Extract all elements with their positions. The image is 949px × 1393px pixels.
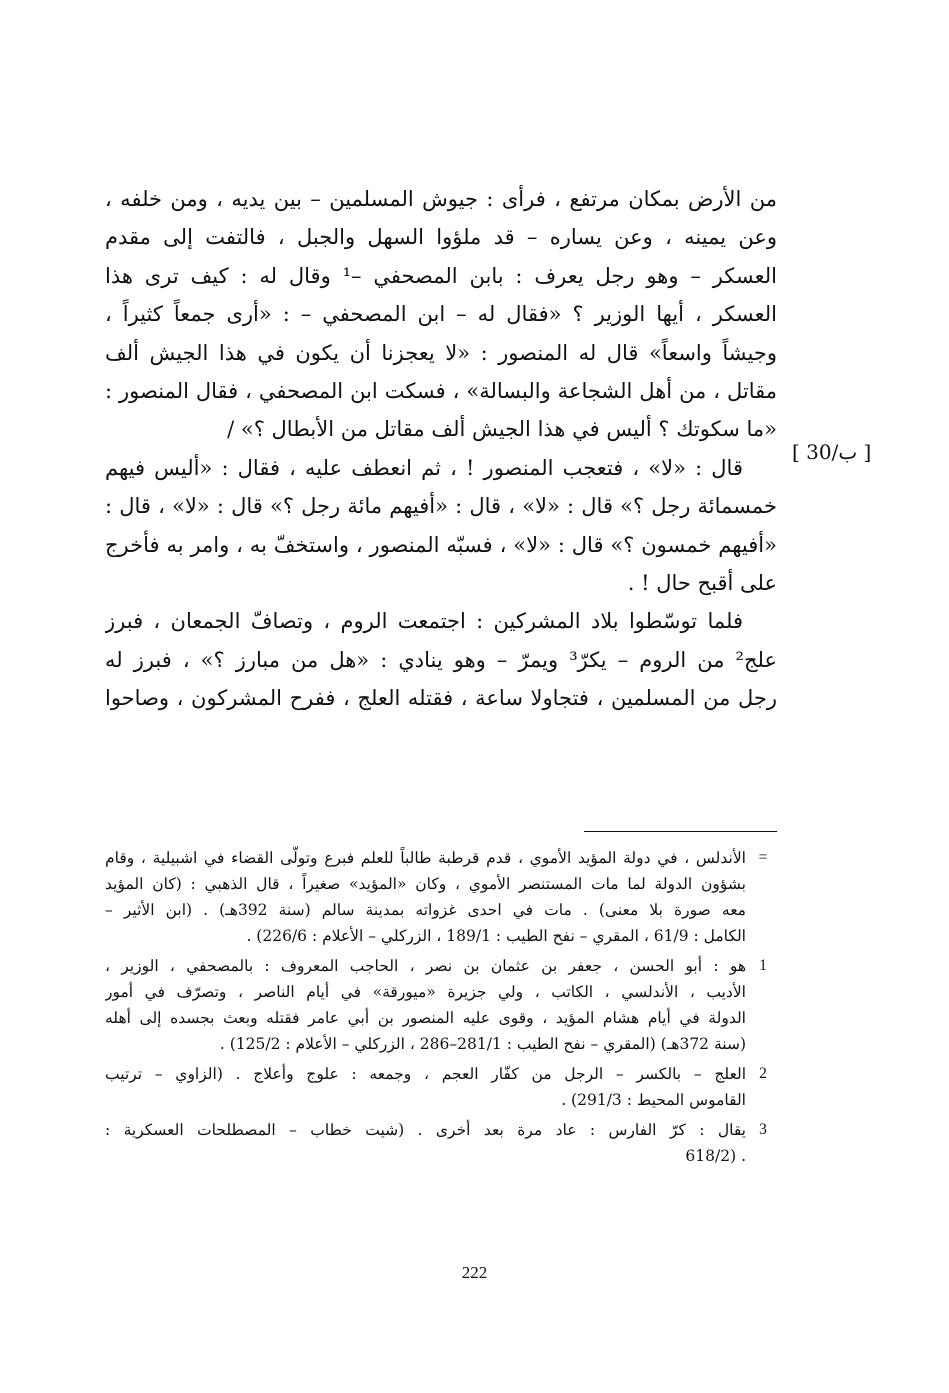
margin-folio-note: [ 30/ب ] [792,440,872,464]
footnote-line: الأندلس ، في دولة المؤيد الأموي ، قدم قرطبة طالباً للعلم فبرع وتولّى القضاء في اشبيلية ، وقام [105,849,746,867]
footnote-marker: 3 [759,1121,767,1138]
footnote-line: بشؤون الدولة لما مات المستنصر الأموي ، وكان «المؤيد» صغيراً ، قال الذهبي : (كان المؤيد [105,875,746,893]
footnote-text [105,845,746,949]
text-line: العسكر – وهو رجل يعرف : بابن المصحفي –¹ وقال له : كيف ترى هذا [105,263,777,288]
footnote-marker: 1 [759,957,767,974]
text-line: وعن يمينه ، وعن يساره – قد ملؤوا السهل والجبل ، فالتفت إلى مقدم [105,225,777,250]
text-line: قال : «لا» ، فتعجب المنصور ! ، ثم انعطف عليه ، فقال : «أليس فيهم [105,455,743,480]
text-line: وجيشاً واسعاً» قال له المنصور : «لا يعجزنا أن يكون في هذا الجيش ألف [105,340,777,365]
footnote-line: (سنة 372هـ) (المقري – نفح الطيب : 281/1–286 ، الزركلي – الأعلام : 125/2) . [219,1035,746,1053]
main-text [105,180,777,717]
footnote-line: العلج – بالكسر – الرجل من كفّار العجم ، وجمعه : علوج وأعلاج . (الزاوي – ترتيب [105,1065,746,1083]
page-number: 222 [461,1263,488,1282]
text-line: فلما توسّطوا بلاد المشركين : اجتمعت الروم ، وتصافّ الجمعان ، فبرز [105,609,743,634]
footnote-line: . (618/2 [685,1147,746,1165]
text-line: مقاتل ، من أهل الشجاعة والبسالة» ، فسكت ابن المصحفي ، فقال المنصور : [105,378,777,403]
text-line: خمسمائة رجل ؟» قال : «لا» ، قال : «أفيهم مائة رجل ؟» قال : «لا» ، قال : [105,494,777,519]
text-line: على أقبح حال ! . [627,570,777,595]
footnote-line: هو : أبو الحسن ، جعفر بن عثمان بن نصر ، الحاجب المعروف : بالمصحفي ، الوزير ، [105,957,746,975]
footnote-text [105,1117,746,1169]
footnote-line: الأديب ، الأندلسي ، الكاتب ، ولي جزيرة «ميورقة» في أيام الناصر ، وتصرّف في أمور [105,983,746,1001]
text-line: علج² من الروم – يكرّ³ ويمرّ – وهو ينادي : «هل من مبارز ؟» ، فبرز له [105,647,777,672]
footnote-divider [584,831,777,832]
footnote-line: القاموس المحيط : 291/3) . [561,1091,746,1109]
footnote-line: الدولة في أيام هشام المؤيد ، وقوى عليه المنصور بن أبي عامر فقتله وبعث بجسده إلى أهله [105,1009,746,1027]
text-line: «أفيهم خمسون ؟» قال : «لا» ، فسبّه المنصور ، واستخفّ به ، وامر به فأخرج [105,532,777,557]
footnote-line: الكامل : 61/9 ، المقري – نفح الطيب : 189/1 ، الزركلي – الأعلام : 226/6) . [246,927,746,945]
footnote-2 [105,1061,780,1113]
text-line: من الأرض بمكان مرتفع ، فرأى : جيوش المسلمين – بين يديه ، ومن خلفه ، [105,187,777,211]
footnote-3 [105,1117,780,1169]
text-line: العسكر ، أيها الوزير ؟ «فقال له – ابن المصحفي – : «أرى جمعاً كثيراً ، [105,302,777,327]
footnote-line: يقال : كرّ الفارس : عاد مرة بعد أخرى . (شيت خطاب – المصطلحات العسكرية : [105,1121,746,1139]
footnote-line: معه صورة بلا معنى) . مات في احدى غزواته بمدينة سالم (سنة 392هـ) . (ابن الأثير – [105,901,746,919]
footnote-text [105,953,746,1057]
text-line: «ما سكوتك ؟ أليس في هذا الجيش ألف مقاتل من الأبطال ؟» / [227,417,777,442]
footnote-continued [105,845,780,949]
footnote-marker: = [758,849,768,866]
text-line: رجل من المسلمين ، فتجاولا ساعة ، فقتله العلج ، ففرح المشركون ، وصاحوا [105,686,777,711]
footnote-1 [105,953,780,1057]
footnote-marker: 2 [759,1065,767,1082]
footnote-text [105,1061,746,1113]
footnotes [105,845,780,1173]
